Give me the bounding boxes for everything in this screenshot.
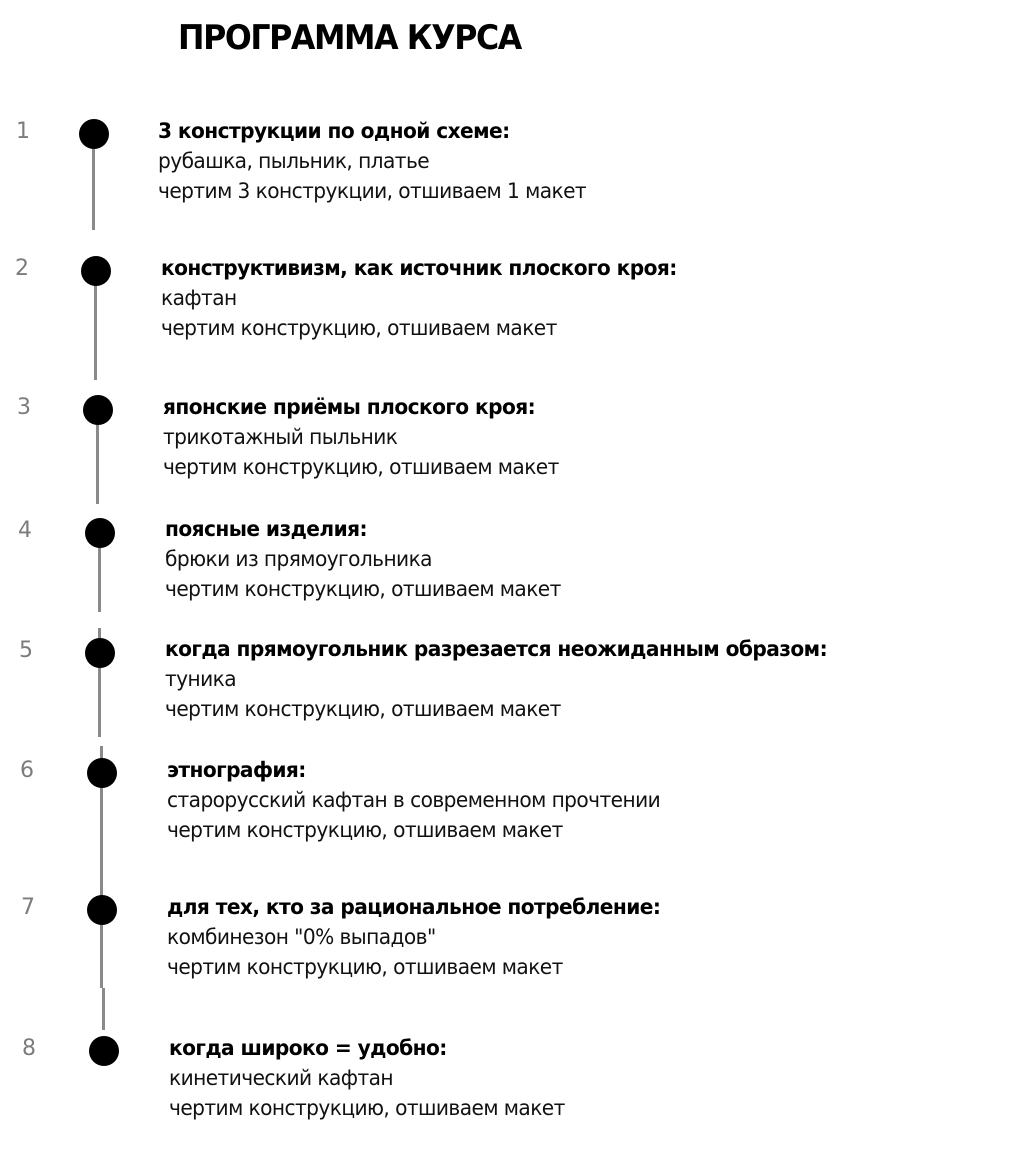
step-heading: поясные изделия:: [165, 517, 368, 541]
timeline-connector: [98, 546, 101, 612]
step-number: 5: [19, 638, 33, 663]
step-number: 4: [18, 518, 32, 543]
page-title: ПРОГРАММА КУРСА: [178, 18, 521, 58]
step-heading: японские приёмы плоского кроя:: [163, 395, 536, 419]
timeline-dot-icon: [83, 395, 113, 425]
step-task: чертим конструкцию, отшиваем макет: [167, 955, 563, 979]
step-heading: этнография:: [167, 758, 306, 782]
step-task: чертим 3 конструкции, отшиваем 1 макет: [158, 179, 587, 203]
step-heading: конструктивизм, как источник плоского кроя:: [161, 256, 677, 280]
timeline-connector: [100, 924, 103, 988]
step-content: [163, 392, 559, 482]
step-content: [167, 755, 660, 845]
step-task: чертим конструкцию, отшиваем макет: [163, 455, 559, 479]
timeline-connector: [100, 786, 103, 896]
step-garment: рубашка, пыльник, платье: [158, 149, 430, 173]
timeline-connector: [98, 667, 101, 737]
step-number: 7: [21, 895, 35, 920]
step-garment: комбинезон "0% выпадов": [167, 925, 436, 949]
timeline-dot-icon: [79, 119, 109, 149]
timeline-connector: [94, 285, 97, 380]
timeline-dot-icon: [81, 256, 111, 286]
timeline-connector: [96, 424, 99, 504]
step-garment: кинетический кафтан: [169, 1066, 394, 1090]
step-content: [165, 634, 827, 724]
step-number: 3: [17, 395, 31, 420]
step-content: [167, 892, 660, 982]
step-garment: старорусский кафтан в современном прочтении: [167, 788, 661, 812]
step-heading: для тех, кто за рациональное потребление:: [167, 895, 661, 919]
timeline-dot-icon: [87, 895, 117, 925]
step-garment: туника: [165, 667, 237, 691]
step-heading: когда широко = удобно:: [169, 1036, 447, 1060]
timeline-dot-icon: [87, 758, 117, 788]
step-heading: когда прямоугольник разрезается неожиданным образом:: [165, 637, 828, 661]
step-number: 6: [20, 758, 34, 783]
step-garment: кафтан: [161, 286, 237, 310]
step-heading: 3 конструкции по одной схеме:: [158, 119, 510, 143]
step-task: чертим конструкцию, отшиваем макет: [169, 1096, 565, 1120]
step-content: [169, 1033, 565, 1123]
timeline-connector: [92, 148, 95, 230]
step-content: [161, 253, 677, 343]
timeline-dot-icon: [85, 638, 115, 668]
step-task: чертим конструкцию, отшиваем макет: [161, 316, 557, 340]
step-number: 2: [15, 256, 29, 281]
timeline-connector: [98, 628, 101, 638]
step-garment: брюки из прямоугольника: [165, 547, 432, 571]
step-content: [158, 116, 586, 206]
step-number: 8: [22, 1036, 36, 1061]
timeline-dot-icon: [89, 1036, 119, 1066]
step-task: чертим конструкцию, отшиваем макет: [167, 818, 563, 842]
step-task: чертим конструкцию, отшиваем макет: [165, 697, 561, 721]
timeline-dot-icon: [85, 518, 115, 548]
step-garment: трикотажный пыльник: [163, 425, 398, 449]
step-task: чертим конструкцию, отшиваем макет: [165, 577, 561, 601]
step-number: 1: [16, 119, 30, 144]
timeline-connector: [102, 988, 105, 1030]
step-content: [165, 514, 561, 604]
